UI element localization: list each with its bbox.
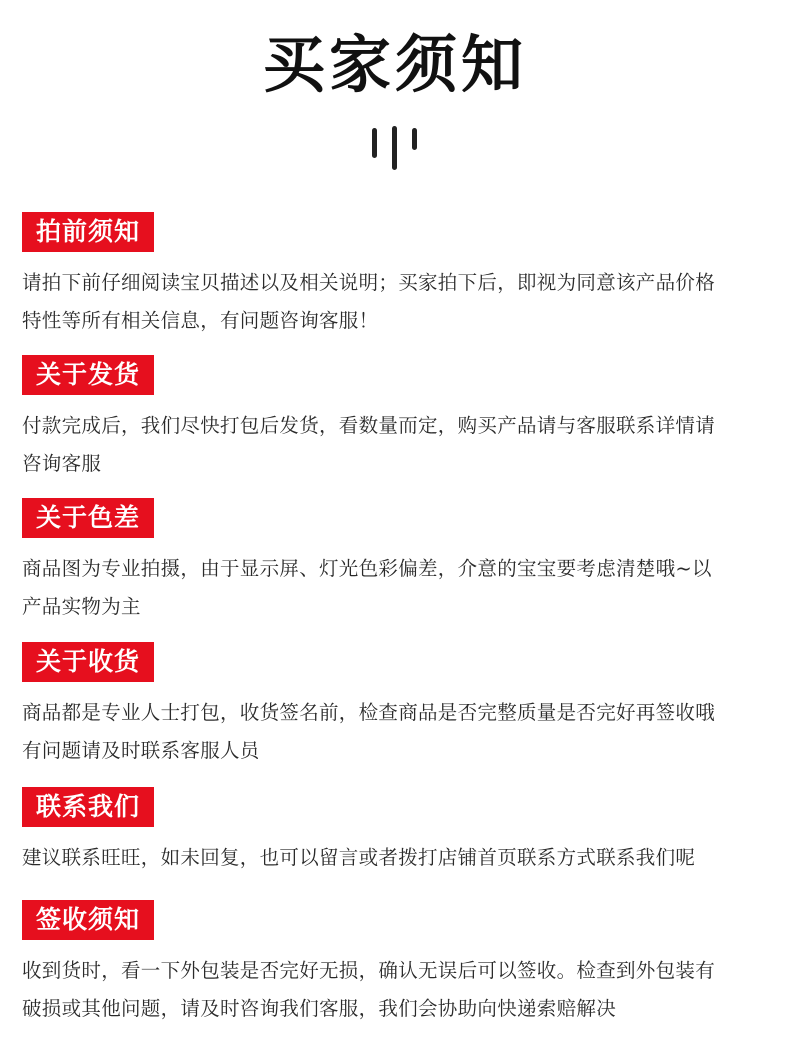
section-contact-us	[22, 787, 782, 877]
title-divider	[371, 126, 419, 170]
page-title: 买家须知	[262, 28, 527, 101]
section-body: 请拍下前仔细阅读宝贝描述以及相关说明；买家拍下后，即视为同意该产品价格 特性等所有相关信息，有问题咨询客服！	[22, 271, 716, 332]
section-heading: 关于收货	[22, 642, 154, 682]
section-heading: 拍前须知	[22, 212, 154, 252]
section-heading: 签收须知	[22, 900, 154, 940]
section-heading: 关于色差	[22, 498, 154, 538]
section-shipping	[22, 355, 782, 483]
section-body: 商品图为专业拍摄，由于显示屏、灯光色彩偏差，介意的宝宝要考虑清楚哦~以 产品实物为主	[22, 557, 712, 618]
section-sign-for-delivery	[22, 900, 782, 1028]
section-body: 付款完成后，我们尽快打包后发货，看数量而定，购买产品请与客服联系详情请 咨询客服	[22, 414, 716, 475]
section-body: 建议联系旺旺，如未回复，也可以留言或者拨打店铺首页联系方式联系我们呢	[22, 846, 696, 869]
section-body: 商品都是专业人士打包，收货签名前，检查商品是否完整质量是否完好再签收哦 有问题请及时联系客服人员	[22, 701, 716, 762]
section-heading: 联系我们	[22, 787, 154, 827]
section-before-purchase	[22, 212, 782, 340]
section-color-difference	[22, 498, 782, 626]
section-receiving	[22, 642, 782, 770]
section-heading: 关于发货	[22, 355, 154, 395]
section-body: 收到货时，看一下外包装是否完好无损，确认无误后可以签收。检查到外包装有 破损或其他问题，请及时咨询我们客服，我们会协助向快递索赔解决	[22, 959, 716, 1020]
